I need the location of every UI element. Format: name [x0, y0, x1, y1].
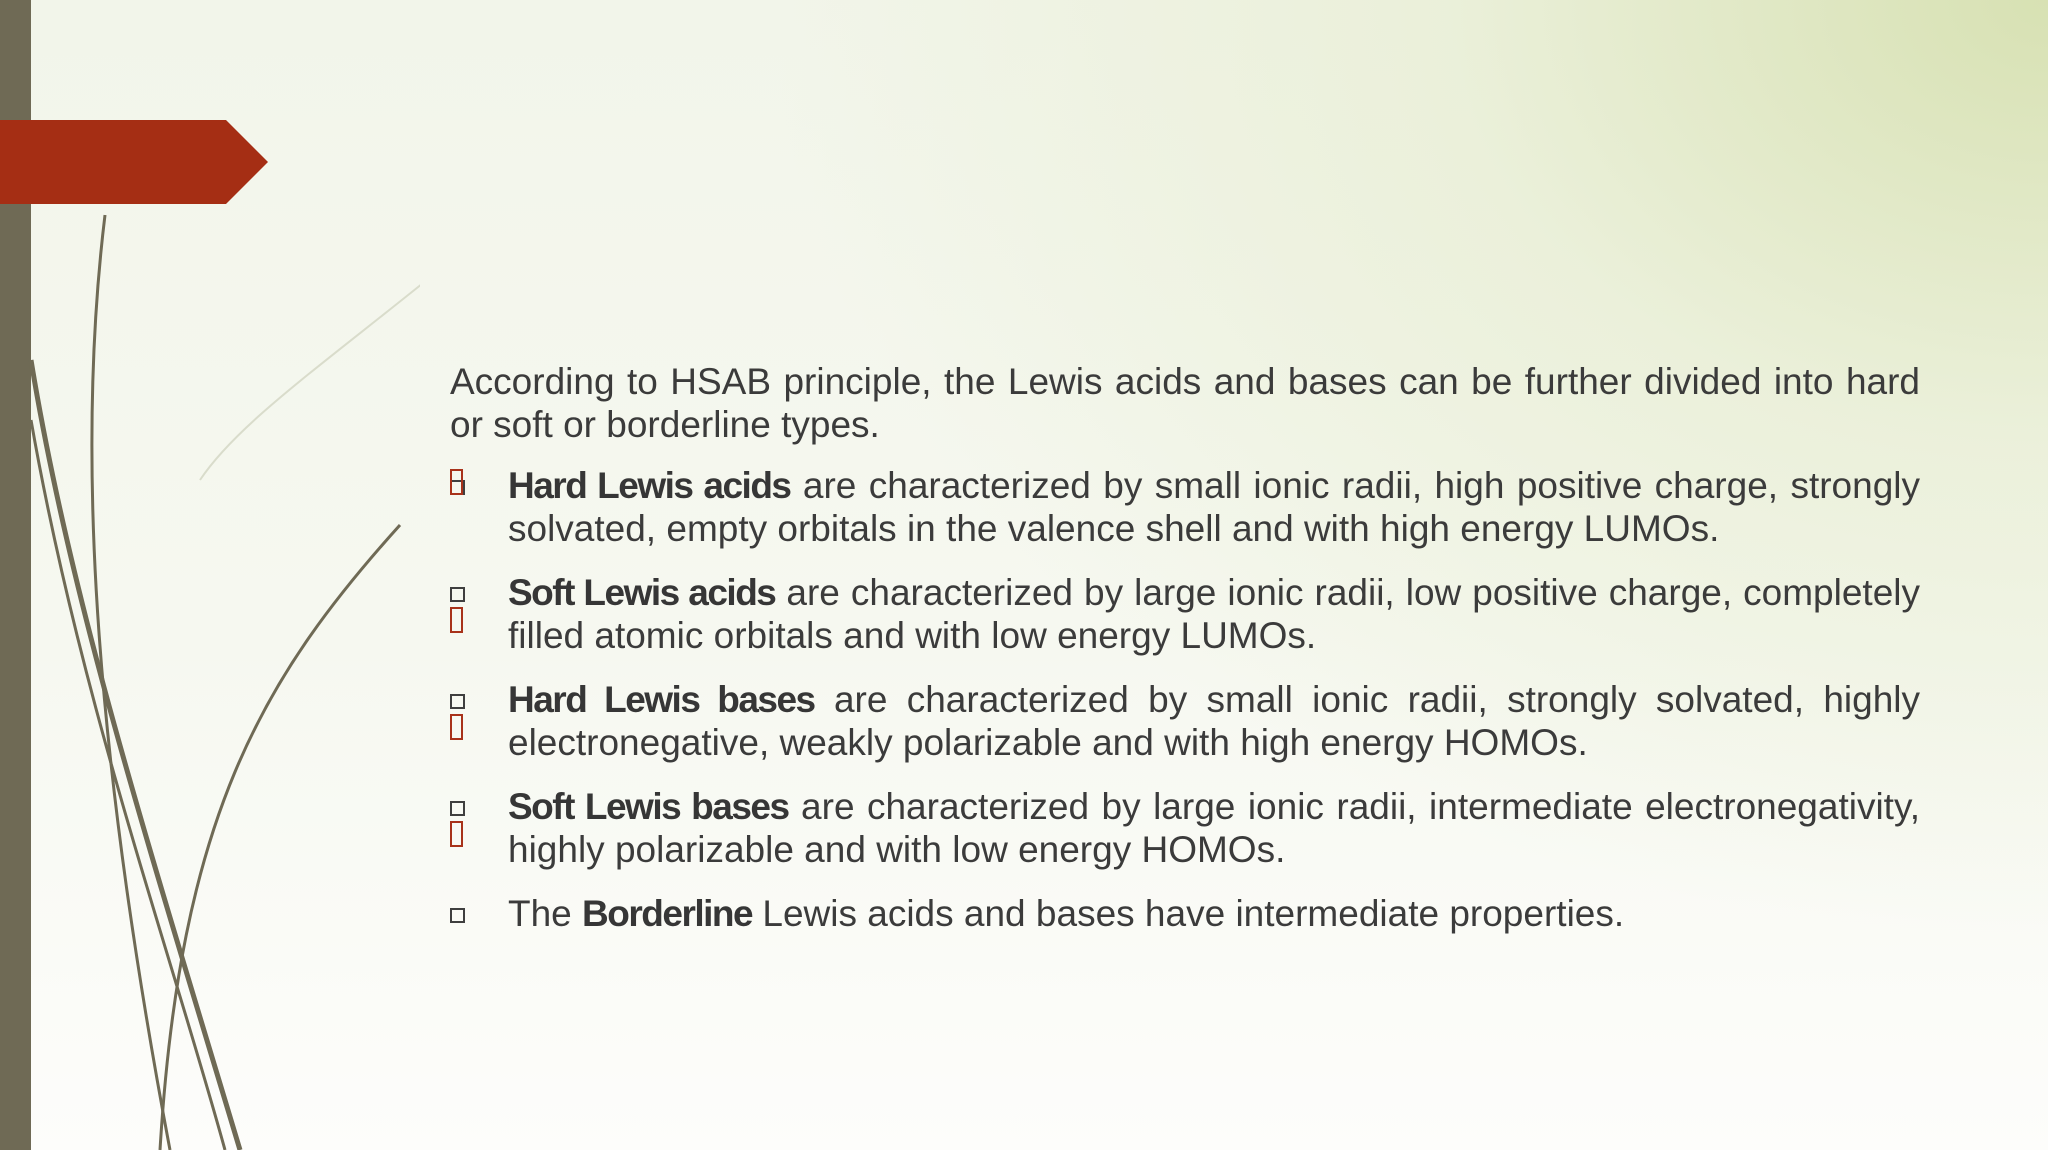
square-bullet-icon [450, 801, 465, 816]
bullet-prefix: The [508, 893, 572, 934]
slide-content [450, 360, 1920, 935]
title-accent-flag [0, 120, 268, 204]
square-bullet-icon [450, 694, 465, 709]
bullet-soft-lewis-bases [450, 785, 1920, 871]
bullet-text: are characterized by large ionic radii, intermediate electronegativity, highly polarizable and with low energy HOMOs. [508, 786, 1920, 870]
bullet-hard-lewis-acids [450, 464, 1920, 550]
missing-glyph-icon [450, 821, 463, 847]
bullet-term: Soft Lewis acids [508, 572, 776, 613]
bullet-hard-lewis-bases [450, 678, 1920, 764]
bullet-term: Hard Lewis acids [508, 465, 791, 506]
missing-glyph-icon [450, 607, 463, 633]
bullet-text: Lewis acids and bases have intermediate properties. [762, 893, 1625, 934]
missing-glyph-icon [450, 469, 463, 495]
bullet-term: Soft Lewis bases [508, 786, 789, 827]
bullet-text: are characterized by small ionic radii, high positive charge, strongly solvated, empty orbitals in the valence shell and with high energy LUMOs. [508, 465, 1921, 549]
bullet-text: are characterized by small ionic radii, strongly solvated, highly electronegative, weakly polarizable and with high energy HOMOs. [508, 679, 1920, 763]
missing-glyph-icon [450, 714, 463, 740]
bullet-borderline [450, 892, 1920, 935]
square-bullet-icon [450, 587, 465, 602]
bullet-term: Hard Lewis bases [508, 679, 815, 720]
square-bullet-icon [450, 908, 465, 923]
bullet-term: Borderline [582, 893, 753, 934]
bullet-text: are characterized by large ionic radii, low positive charge, completely filled atomic orbitals and with low energy LUMOs. [508, 572, 1920, 656]
bullet-soft-lewis-acids [450, 571, 1920, 657]
intro-paragraph: According to HSAB principle, the Lewis acids and bases can be further divided into hard or soft or borderline types. [450, 361, 1920, 445]
